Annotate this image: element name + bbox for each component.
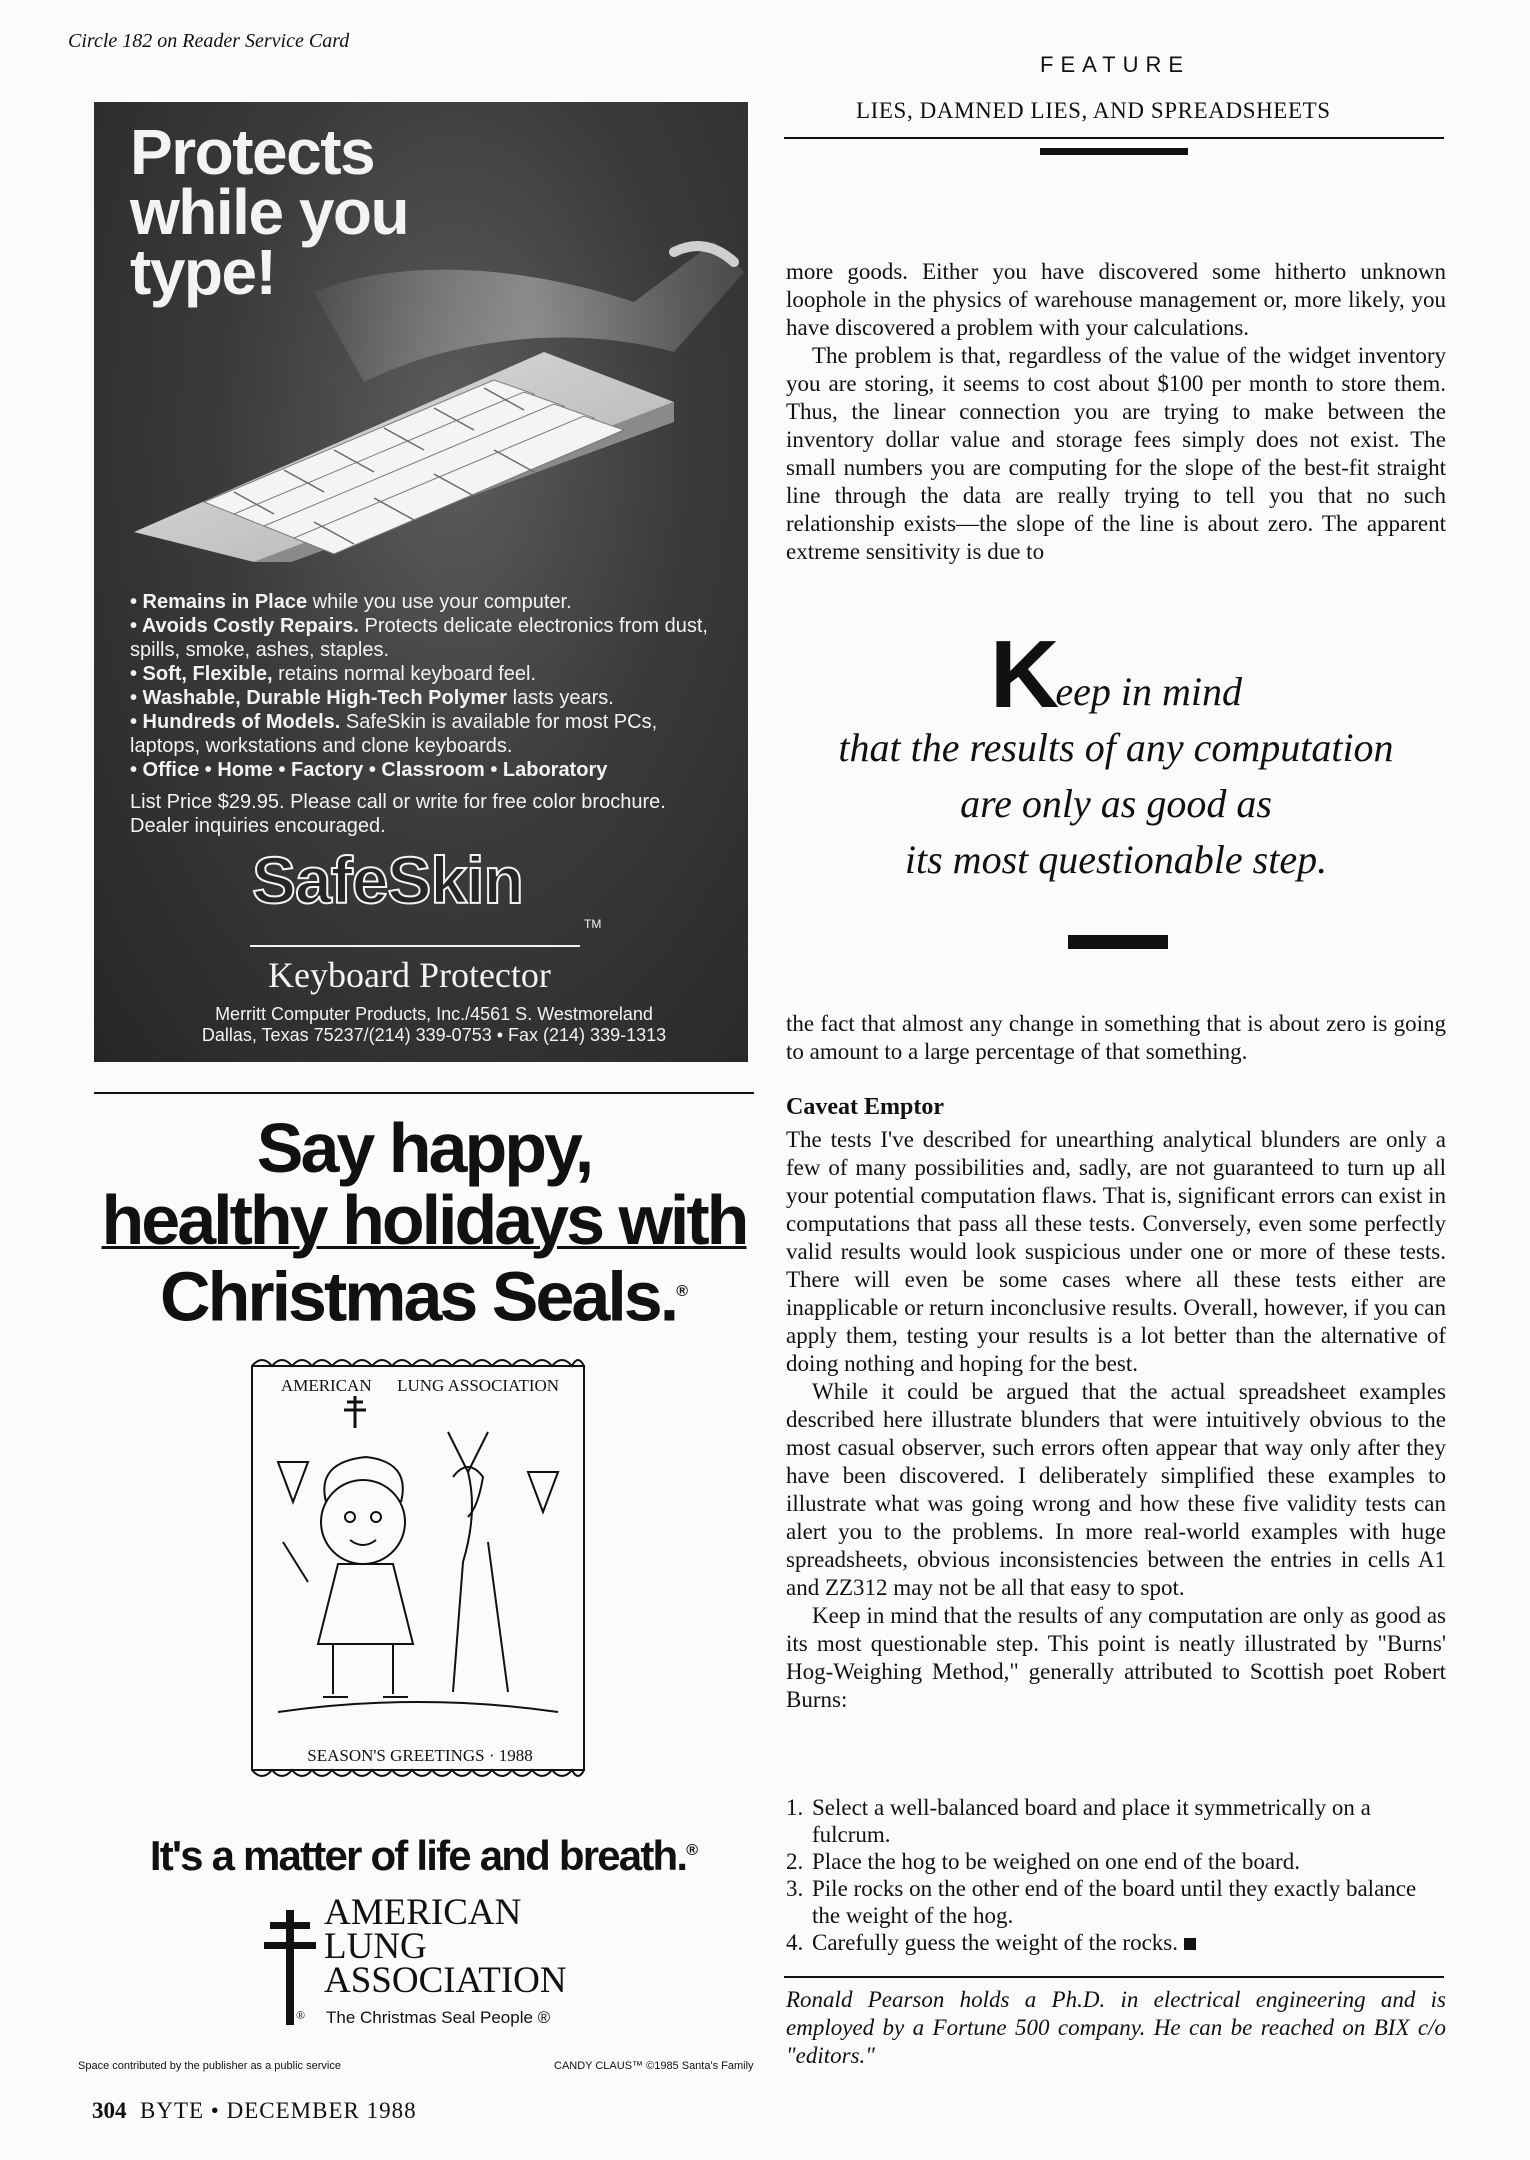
christmas-seals-headline: Say happy, healthy holidays with Christmas Seals.® — [101, 1109, 747, 1336]
double-barred-cross-icon — [262, 1900, 318, 2030]
title-bar — [1040, 148, 1188, 155]
paragraph: Keep in mind that the results of any computation are only as good as its most questionable step. This point is neatly illustrated by "Burns' Hog-Weighing Method," generally attributed to Scottish poet Robert Burns: — [786, 1603, 1446, 1712]
article-title: LIES, DAMNED LIES, AND SPREADSHEETS — [856, 98, 1331, 123]
trademark: TM — [584, 917, 602, 931]
christmas-seal-stamp — [238, 1352, 598, 1784]
ad-tagline: It's a matter of life and breath.® — [149, 1832, 699, 1879]
section-heading: Caveat Emptor — [786, 1094, 944, 1120]
logo-underline — [250, 945, 580, 947]
article-text-bottom — [786, 1126, 1446, 1714]
paragraph: While it could be argued that the actual spreadsheet examples described here illustrate blunders that were intuitively obvious to the most casual observer, such errors often appear that way only after they have been discovered. I deliberately simplified these examples to illustrate what was going wrong and how these five validity tests can alert you to the problems. In more real-world examples with huge spreadsheets, obvious inconsistencies between the entries in cells A1 and ZZ312 may not be all that easy to spot. — [786, 1379, 1446, 1600]
keyboard-illustration — [114, 232, 748, 562]
list-item: 3. Pile rocks on the other end of the board until they exactly balance the weight of the hog. — [786, 1876, 1417, 1928]
company-address: Merritt Computer Products, Inc./4561 S. Westmoreland Dallas, Texas 75237/(214) 339-0753 • Fax (214) 339-1313 — [201, 1004, 667, 1045]
bullet-item: • Avoids Costly Repairs. Protects delicate electronics from dust, spills, smoke, ashes, staples. — [130, 615, 708, 661]
product-name: Keyboard Protector — [268, 955, 551, 995]
safeskin-logo: SafeSkin — [252, 843, 523, 917]
bullet-item: • Office • Home • Factory • Classroom • Laboratory — [130, 759, 608, 781]
ala-name: AMERICAN LUNG ASSOCIATION — [324, 1892, 567, 2001]
pull-quote: Keep in mind that the results of any computation are only as good as its most questionable step. — [838, 621, 1394, 882]
list-item: 4. Carefully guess the weight of the rocks. — [786, 1929, 1446, 1956]
folio: 304 BYTE • DECEMBER 1988 — [92, 2098, 417, 2123]
drop-cap: K — [990, 621, 1056, 728]
bullet-item: • Hundreds of Models. SafeSkin is available for most PCs, laptops, workstations and clone keyboards. — [130, 711, 658, 757]
hog-weighing-steps — [786, 1794, 1446, 1956]
paragraph: The problem is that, regardless of the value of the widget inventory you are storing, it seems to cost about $100 per month to store them. Thus, the linear connection you are trying to make between the inventory dollar value and storage fees simply does not exist. The small numbers you are computing for the slope of the best-fit straight line through the data are really trying to tell you that no such relationship exists—the slope of the line is about zero. The apparent extreme sensitivity is due to — [786, 343, 1446, 564]
article-text-top — [786, 258, 1446, 566]
stamp-greeting: SEASON'S GREETINGS · 1988 — [307, 1746, 533, 1765]
ala-subtitle: The Christmas Seal People ® — [326, 2008, 551, 2027]
headline-line: Protects — [130, 116, 375, 188]
article-text-middle — [786, 1010, 1446, 1066]
paragraph: The tests I've described for unearthing analytical blunders are only a few of many possibilities and, sadly, are not guaranteed to turn up all your potential computation flaws. That is, significant errors can exist in computations that pass all these tests. Conversely, even some perfectly valid results would look suspicious under one or more of these tests. There will even be some cases where all these tests either are inapplicable or return inconclusive results. Overall, however, if you can apply them, testing your results is a lot better than the alternative of doing nothing and hoping for the best. — [786, 1127, 1446, 1376]
public-service-credit: Space contributed by the publisher as a public service — [78, 2060, 341, 2072]
list-item: 2. Place the hog to be weighed on one end of the board. — [786, 1849, 1300, 1874]
bullet-item: • Washable, Durable High-Tech Polymer lasts years. — [130, 687, 614, 709]
bio-rule — [784, 1976, 1444, 1978]
headline-line: while you — [130, 176, 409, 248]
ad-divider — [94, 1092, 754, 1094]
title-rule — [784, 137, 1444, 139]
bullet-item: • Soft, Flexible, retains normal keyboard feel. — [130, 663, 537, 685]
price-text: List Price $29.95. Please call or write for free color brochure. Dealer inquiries encouraged. — [130, 791, 666, 837]
artwork-credit: CANDY CLAUS™ ©1985 Santa's Family — [554, 2060, 754, 2072]
safeskin-ad — [94, 102, 748, 1062]
section-kicker: FEATURE — [1040, 52, 1191, 77]
end-mark — [1184, 1938, 1196, 1950]
bullet-item: • Remains in Place while you use your computer. — [130, 591, 572, 613]
headline-line: type! — [130, 236, 276, 308]
reader-service-note: Circle 182 on Reader Service Card — [68, 30, 350, 52]
pull-quote-bar — [1068, 935, 1168, 949]
author-bio: Ronald Pearson holds a Ph.D. in electrical engineering and is employed by a Fortune 500 company. He can be reached on BIX c/o "editors." — [786, 1987, 1446, 2068]
registered-mark: ® — [296, 2008, 306, 2022]
list-item: 1. Select a well-balanced board and place it symmetrically on a fulcrum. — [786, 1795, 1371, 1847]
paragraph: more goods. Either you have discovered some hitherto unknown loophole in the physics of warehouse management or, more likely, you have discovered a problem with your calculations. — [786, 259, 1446, 340]
feature-bullets — [130, 590, 730, 782]
paragraph: the fact that almost any change in something that is about zero is going to amount to a large percentage of that something. — [786, 1011, 1446, 1064]
stamp-org-name: AMERICAN LUNG ASSOCIATION — [280, 1376, 560, 1395]
